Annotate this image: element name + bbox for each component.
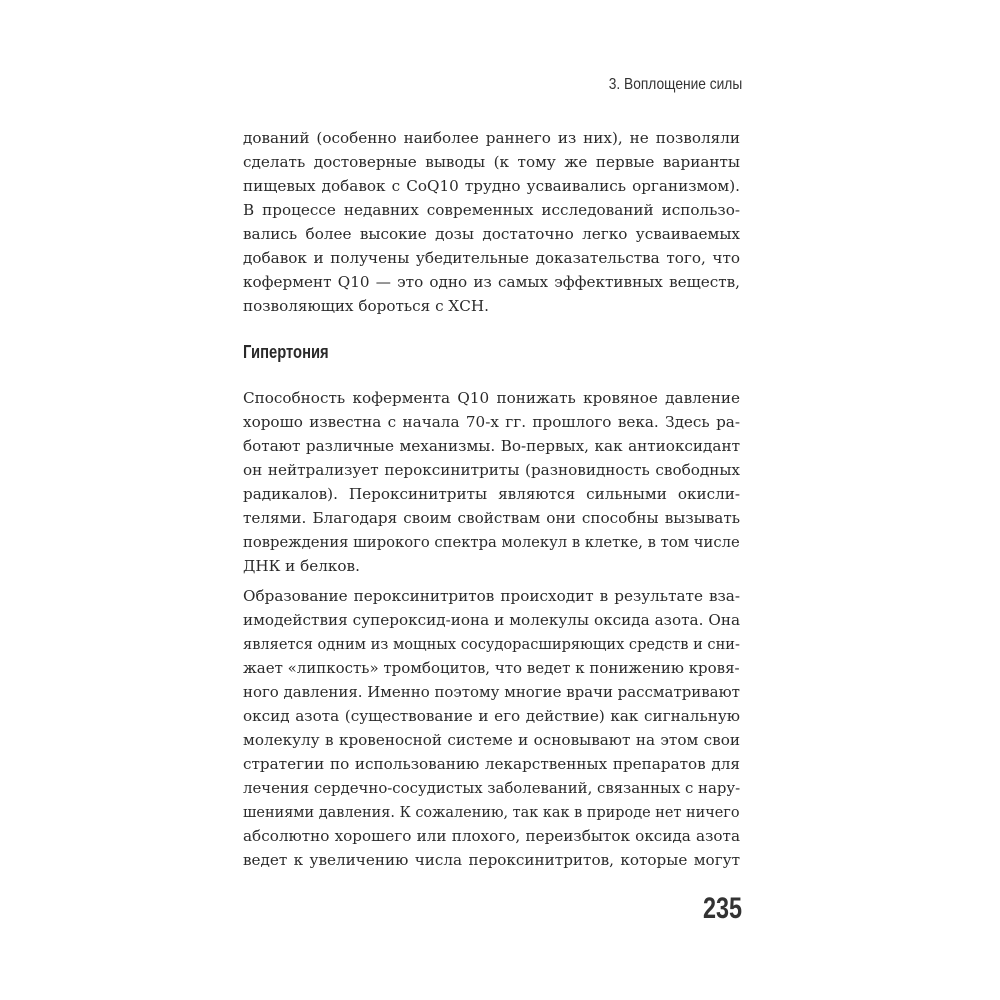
text-line: позволяющих бороться с ХСН.: [243, 297, 489, 315]
text-line: он нейтрализует пероксинитриты (разновидность свободных: [243, 461, 740, 479]
page-number: 235: [702, 892, 742, 925]
text-line: оксид азота (существование и его действие) как сигнальную: [243, 707, 740, 725]
text-line: Образование пероксинитритов происходит в результате вза-: [243, 587, 740, 605]
text-line: жает «липкость» тромбоцитов, что ведет к понижению кровя-: [243, 659, 740, 677]
text-line: кофермент Q10 — это одно из самых эффективных веществ,: [243, 273, 740, 291]
text-line: дований (особенно наиболее раннего из них), не позволяли: [243, 129, 740, 147]
text-line: повреждения широкого спектра молекул в клетке, в том числе: [243, 533, 740, 551]
text-line: является одним из мощных сосудорасширяющих средств и сни-: [243, 635, 740, 653]
text-line: имодействия супероксид-иона и молекулы оксида азота. Она: [243, 611, 740, 629]
text-line: телями. Благодаря своим свойствам они способны вызывать: [243, 509, 740, 527]
text-line: вались более высокие дозы достаточно легко усваиваемых: [243, 225, 740, 243]
text-line: В процессе недавних современных исследований использо-: [243, 201, 740, 219]
text-line: Способность кофермента Q10 понижать кровяное давление: [243, 389, 740, 407]
intro-paragraph: [243, 126, 740, 318]
section-heading: Гипертония: [243, 342, 329, 362]
text-line: ведет к увеличению числа пероксинитритов, которые могут: [243, 851, 740, 869]
text-line: пищевых добавок с CoQ10 трудно усваивались организмом).: [243, 177, 740, 195]
paragraph-hypertension-1: [243, 386, 740, 578]
text-line: добавок и получены убедительные доказательства того, что: [243, 249, 740, 267]
text-line: ного давления. Именно поэтому многие врачи рассматривают: [243, 683, 740, 701]
text-line: стратегии по использованию лекарственных препаратов для: [243, 755, 740, 773]
text-line: лечения сердечно-сосудистых заболеваний, связанных с нару-: [243, 779, 741, 797]
text-line: радикалов). Пероксинитриты являются сильными окисли-: [243, 485, 740, 503]
running-header: 3. Воплощение силы: [608, 76, 742, 93]
text-line: шениями давления. К сожалению, так как в природе нет ничего: [243, 803, 740, 821]
text-line: абсолютно хорошего или плохого, переизбыток оксида азота: [243, 827, 740, 845]
text-line: сделать достоверные выводы (к тому же первые варианты: [243, 153, 740, 171]
text-line: молекулу в кровеносной системе и основывают на этом свои: [243, 731, 740, 749]
text-line: ботают различные механизмы. Во-первых, как антиоксидант: [243, 437, 740, 455]
text-line: хорошо известна с начала 70-х гг. прошлого века. Здесь ра-: [243, 413, 740, 431]
text-line: ДНК и белков.: [243, 557, 360, 575]
paragraph-hypertension-2: [243, 584, 740, 872]
